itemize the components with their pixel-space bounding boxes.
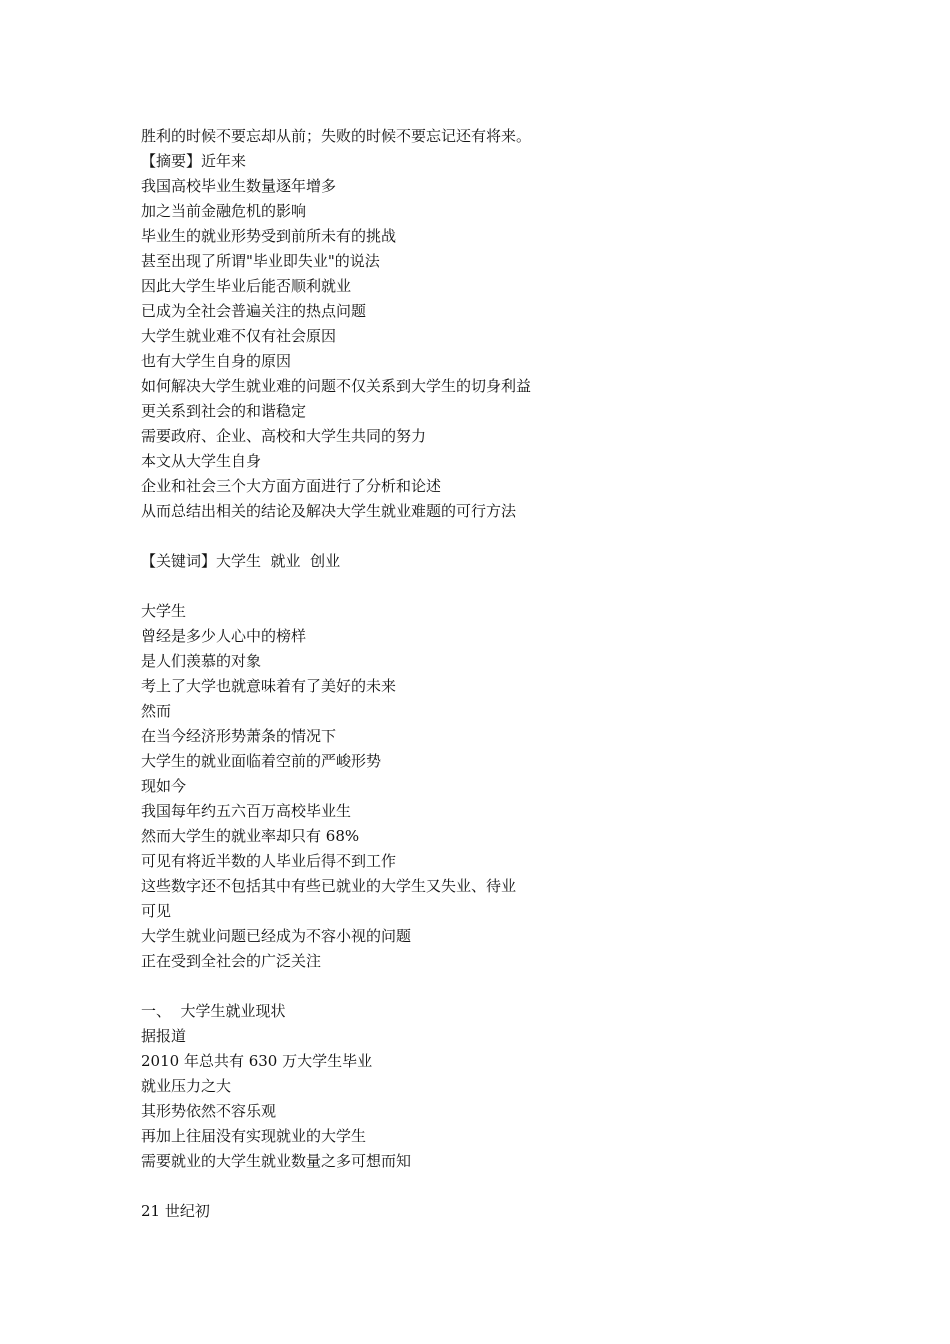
text-line: 【摘要】近年来: [141, 152, 247, 170]
text-line: 更关系到社会的和谐稳定: [141, 402, 307, 420]
text-line: 据报道: [141, 1027, 187, 1045]
text-line: 大学生: [141, 602, 187, 620]
text-line: 其形势依然不容乐观: [141, 1102, 277, 1120]
text-line: 如何解决大学生就业难的问题不仅关系到大学生的切身利益: [141, 377, 532, 395]
text-line: 毕业生的就业形势受到前所未有的挑战: [141, 227, 397, 245]
document-body: [141, 124, 841, 1224]
text-line: 可见有将近半数的人毕业后得不到工作: [141, 852, 397, 870]
text-line: 2010 年总共有 630 万大学生毕业: [141, 1052, 373, 1070]
text-line: 这些数字还不包括其中有些已就业的大学生又失业、待业: [141, 877, 517, 895]
text-line: 本文从大学生自身: [141, 452, 262, 470]
blank-line: [141, 1174, 841, 1199]
text-line: 考上了大学也就意味着有了美好的未来: [141, 677, 397, 695]
section-heading: 一、 大学生就业现状: [141, 1002, 286, 1020]
text-line: 大学生的就业面临着空前的严峻形势: [141, 752, 382, 770]
text-line: 可见: [141, 902, 172, 920]
text-line: 从而总结出相关的结论及解决大学生就业难题的可行方法: [141, 502, 517, 520]
text-line: 曾经是多少人心中的榜样: [141, 627, 307, 645]
text-line: 需要政府、企业、高校和大学生共同的努力: [141, 427, 427, 445]
text-line: 21 世纪初: [141, 1202, 210, 1220]
blank-line: [141, 524, 841, 549]
text-line: 大学生就业问题已经成为不容小视的问题: [141, 927, 412, 945]
text-line: 需要就业的大学生就业数量之多可想而知: [141, 1152, 412, 1170]
text-line: 在当今经济形势萧条的情况下: [141, 727, 337, 745]
text-line: 我国每年约五六百万高校毕业生: [141, 802, 352, 820]
text-line: 已成为全社会普遍关注的热点问题: [141, 302, 367, 320]
text-line: 再加上往届没有实现就业的大学生: [141, 1127, 367, 1145]
text-line: 也有大学生自身的原因: [141, 352, 292, 370]
text-line: 因此大学生毕业后能否顺利就业: [141, 277, 352, 295]
keywords-line: 【关键词】大学生 就业 创业: [141, 552, 341, 570]
text-line: 正在受到全社会的广泛关注: [141, 952, 322, 970]
blank-line: [141, 574, 841, 599]
text-line: 然而大学生的就业率却只有 68%: [141, 827, 360, 845]
text-line: 大学生就业难不仅有社会原因: [141, 327, 337, 345]
text-line: 加之当前金融危机的影响: [141, 202, 307, 220]
text-line: 甚至出现了所谓"毕业即失业"的说法: [141, 252, 380, 270]
text-line: 胜利的时候不要忘却从前；失败的时候不要忘记还有将来。: [141, 127, 532, 145]
text-line: 是人们羡慕的对象: [141, 652, 262, 670]
text-line: 就业压力之大: [141, 1077, 232, 1095]
text-line: 然而: [141, 702, 172, 720]
text-line: 企业和社会三个大方面方面进行了分析和论述: [141, 477, 442, 495]
blank-line: [141, 974, 841, 999]
text-line: 我国高校毕业生数量逐年增多: [141, 177, 337, 195]
text-line: 现如今: [141, 777, 187, 795]
